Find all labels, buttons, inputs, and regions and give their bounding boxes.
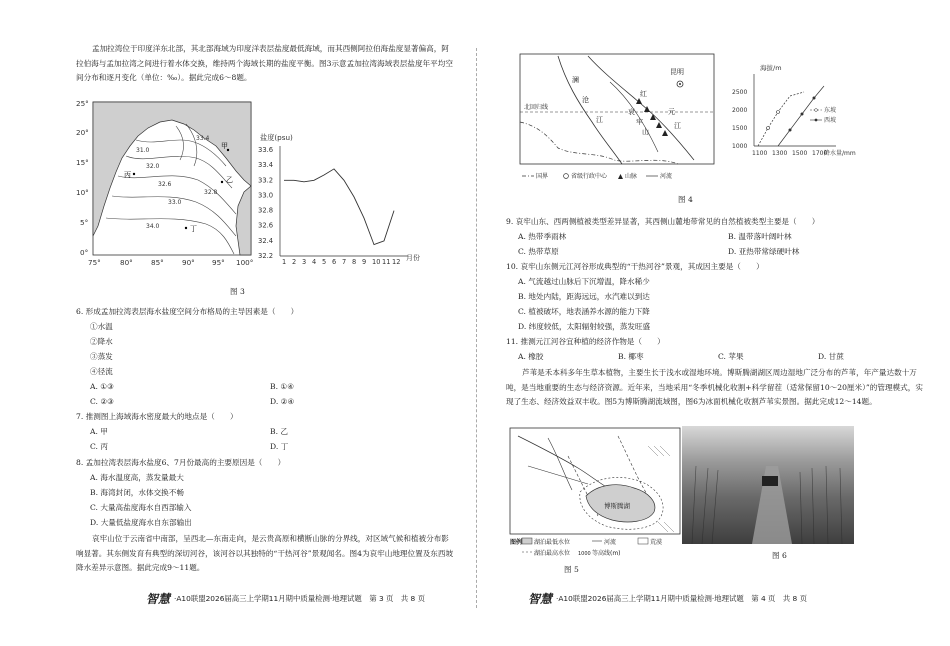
svg-text:昆明: 昆明 [670, 68, 684, 76]
lat-label: 5° [80, 218, 89, 227]
chart4-xticks [752, 150, 827, 157]
lat-label: 25° [76, 99, 89, 108]
west-slope-line [778, 86, 824, 146]
chart4-yticks [732, 89, 747, 150]
q6-item: ④径流 [90, 367, 113, 376]
q8-option-d[interactable]: D. 大量低盐度海水自东部输出 [90, 518, 192, 527]
svg-text:西坡: 西坡 [824, 117, 837, 124]
footer-text: ·A10联盟2026届高三上学期11月期中质量检测·地理试题 第 4 页 共 8 页 [556, 594, 807, 603]
chart-xlabel: 月份 [406, 254, 420, 262]
y-tick-label: 32.8 [258, 206, 274, 215]
lake-label: 博斯腾湖 [604, 502, 630, 510]
x-tick-label: 6 [332, 258, 337, 266]
q11-option-b[interactable]: B. 椰枣 [618, 352, 644, 361]
x-tick-label: 9 [362, 258, 367, 266]
svg-text:等高线(m): 等高线(m) [592, 550, 621, 557]
question-9: 9. 哀牢山东、西两侧植被类型差异显著，其西侧山麓地带常见的自然植被类型主要是（ ） [506, 217, 820, 226]
svg-text:牢: 牢 [636, 118, 643, 126]
svg-text:河流: 河流 [660, 173, 673, 180]
svg-text:33.0: 33.0 [168, 199, 182, 206]
ailao-map [518, 52, 718, 184]
figure-5-caption: 图 5 [564, 565, 579, 574]
y-tick-label: 33.4 [258, 161, 274, 170]
figure-6-caption: 图 6 [772, 551, 787, 560]
chart-yticks [258, 146, 273, 260]
q8-option-a[interactable]: A. 海水温度高，蒸发量最大 [90, 473, 184, 482]
x-tick-label: 11 [382, 258, 391, 266]
y-tick-label: 32.2 [258, 252, 274, 260]
chart-xticks [282, 258, 400, 266]
x-tick-label: 3 [302, 258, 307, 266]
bosten-lake-map [508, 426, 684, 558]
figure-4-caption: 图 4 [678, 195, 693, 204]
salinity-map [76, 96, 256, 268]
svg-text:2000: 2000 [732, 107, 748, 114]
svg-text:31.0: 31.0 [136, 147, 150, 154]
svg-text:34.0: 34.0 [146, 223, 160, 230]
svg-text:红: 红 [640, 90, 647, 98]
svg-text:东坡: 东坡 [824, 107, 837, 114]
intro-passage: 孟加拉湾位于印度洋东北部，其北部海域为印度洋表层盐度最低海域，而其西侧阿拉伯海盐度显著偏高，阿拉伯海与孟加拉湾之间进行着水体交换，维持两个海域长期的盐度平衡。图3示意孟加拉湾海域表层盐度年平均空间分布和逐月变化（单位：‰）。据此完成6～8题。 [76, 44, 453, 83]
map-lat-labels [76, 99, 89, 257]
svg-text:1100: 1100 [752, 150, 768, 157]
q9-option-c[interactable]: C. 热带草原 [518, 247, 559, 256]
map-lon-labels [88, 258, 253, 267]
q6-item: ③蒸发 [90, 352, 113, 361]
question-11: 11. 推测元江河谷宜种植的经济作物是（ ） [506, 337, 665, 346]
svg-text:哀: 哀 [628, 108, 635, 116]
page-3-footer [146, 590, 425, 607]
reed-harvest-photo [682, 426, 854, 544]
page-4 [478, 0, 950, 646]
question-10: 10. 哀牢山东侧元江河谷形成典型的“干热河谷”景观，其成因主要是（ ） [506, 262, 764, 271]
east-slope-line [758, 92, 804, 146]
svg-text:元: 元 [668, 108, 675, 116]
chart4-ylabel: 海拔/m [760, 64, 782, 72]
svg-text:山脉: 山脉 [625, 173, 638, 180]
svg-text:32.6: 32.6 [158, 181, 172, 188]
y-tick-label: 33.2 [258, 176, 274, 185]
q9-option-a[interactable]: A. 热带季雨林 [518, 232, 567, 241]
svg-text:1700: 1700 [812, 150, 828, 157]
question-7: 7. 推测图上海域海水密度最大的地点是（ ） [76, 412, 238, 421]
x-tick-label: 1 [282, 258, 287, 266]
lat-label: 0° [80, 248, 89, 257]
svg-text:北回归线: 北回归线 [524, 104, 549, 111]
lon-label: 95° [212, 258, 225, 267]
svg-text:荒漠: 荒漠 [650, 539, 663, 546]
question-6: 6. 形成孟加拉湾表层海水盐度空间分布格局的主导因素是（ ） [76, 307, 299, 316]
svg-text:1500: 1500 [732, 125, 748, 132]
passage-ailao: 哀牢山位于云南省中南部，呈西北—东南走向，是云贵高原和横断山脉的分界线，对区域气候和植被分布影响显著。其东侧发育有典型的深切河谷，该河谷以其独特的“干热河谷”景观闻名。图4为哀牢山地理位置及东西坡降水差异示意图。据此完成9～11题。 [76, 534, 454, 573]
x-tick-label: 5 [322, 258, 327, 266]
footer-text: ·A10联盟2026届高三上学期11月期中质量检测·地理试题 第 3 页 共 8 页 [174, 594, 425, 603]
svg-text:山: 山 [642, 128, 649, 136]
svg-text:33.4: 33.4 [196, 135, 210, 142]
lon-label: 90° [182, 258, 195, 267]
map4-legend [522, 172, 672, 180]
lon-label: 100° [236, 258, 254, 267]
y-tick-label: 32.4 [258, 236, 274, 245]
svg-text:澜: 澜 [572, 76, 579, 84]
salinity-line-chart [258, 132, 428, 266]
q6-option-b[interactable]: B. ①④ [270, 382, 295, 391]
q10-option-a[interactable]: A. 气流越过山脉后下沉增温，降水稀少 [518, 277, 650, 286]
svg-text:江: 江 [596, 116, 603, 124]
salinity-series-line [284, 169, 394, 245]
x-tick-label: 4 [312, 258, 317, 266]
passage-bosten: 芦苇是禾本科多年生草本植物，主要生长于浅水或湿地环境。博斯腾湖湖区周边湿地广泛分布的芦苇，年产量达数十万吨，是当地重要的生态与经济资源。近年来，当地采用“冬季机械化收割+科学留茬（适常保留10～20厘米）”的管理模式，实现了生态、经济效益双丰收。图5为博斯腾湖流域图，图6为冰面机械化收割芦苇实景图。据此完成12～14题。 [506, 368, 923, 407]
q10-option-c[interactable]: C. 植被破坏，地表涵养水源的能力下降 [518, 307, 650, 316]
q11-option-c[interactable]: C. 苹果 [718, 352, 744, 361]
svg-text:1300: 1300 [772, 150, 788, 157]
lat-label: 10° [76, 188, 89, 197]
q9-option-d[interactable]: D. 亚热带常绿硬叶林 [728, 247, 800, 256]
lon-label: 85° [151, 258, 164, 267]
q11-option-d[interactable]: D. 甘蔗 [818, 352, 844, 361]
svg-text:1000: 1000 [578, 551, 591, 557]
svg-text:江: 江 [674, 122, 681, 130]
x-tick-label: 12 [392, 258, 401, 266]
q9-option-b[interactable]: B. 温带落叶阔叶林 [728, 232, 792, 241]
chart4-legend [810, 106, 836, 124]
lat-label: 20° [76, 128, 89, 137]
page-4-footer [528, 590, 807, 607]
lat-label: 15° [76, 158, 89, 167]
chart4-xlabel: 降水量/mm [824, 150, 856, 157]
x-tick-label: 2 [292, 258, 297, 266]
svg-text:2500: 2500 [732, 89, 748, 96]
svg-text:1000: 1000 [732, 143, 748, 150]
y-tick-label: 33.0 [258, 191, 274, 200]
q7-option-d[interactable]: D. 丁 [270, 442, 289, 451]
q6-option-c[interactable]: C. ②③ [90, 397, 114, 406]
svg-text:省级行政中心: 省级行政中心 [571, 173, 608, 180]
x-tick-label: 8 [352, 258, 357, 266]
q10-option-d[interactable]: D. 纬度较低，太阳辐射较强，蒸发旺盛 [518, 322, 651, 331]
q7-option-b[interactable]: B. 乙 [270, 427, 289, 436]
svg-text:河流: 河流 [604, 539, 617, 546]
q7-option-a[interactable]: A. 甲 [90, 427, 108, 436]
question-8: 8. 孟加拉湾表层海水盐度6、7月份最高的主要原因是（ ） [76, 458, 286, 467]
brand-logo: 智慧 [146, 592, 171, 606]
chart-ylabel: 盐度(psu) [260, 133, 293, 142]
map5-legend [510, 538, 662, 557]
svg-text:32.8: 32.8 [204, 189, 218, 196]
q6-item: ①水温 [90, 322, 113, 331]
altitude-precip-chart [728, 62, 856, 162]
svg-text:国界: 国界 [536, 173, 549, 180]
svg-text:沧: 沧 [582, 96, 589, 104]
page-divider [476, 48, 477, 608]
place-label: 丙 [124, 171, 131, 179]
q8-option-c[interactable]: C. 大量高盐度海水自西部输入 [90, 503, 192, 512]
q11-option-a[interactable]: A. 橡胶 [518, 352, 544, 361]
y-tick-label: 32.6 [258, 221, 274, 230]
y-tick-label: 33.6 [258, 146, 274, 154]
svg-text:湖泊最低水位: 湖泊最低水位 [534, 539, 571, 546]
figure-3-caption: 图 3 [230, 287, 245, 296]
place-label: 丁 [190, 225, 197, 233]
q10-option-b[interactable]: B. 地处内陆，距海远远，水汽难以到达 [518, 292, 650, 301]
x-tick-label: 7 [342, 258, 347, 266]
lon-label: 80° [120, 258, 133, 267]
place-label: 乙 [226, 176, 233, 184]
lon-label: 75° [88, 258, 101, 267]
place-label: 甲 [221, 142, 228, 150]
svg-text:湖泊最高水位: 湖泊最高水位 [534, 550, 571, 557]
svg-text:1500: 1500 [792, 150, 808, 157]
brand-logo: 智慧 [528, 592, 553, 606]
q6-option-a[interactable]: A. ①③ [90, 382, 114, 391]
svg-text:32.0: 32.0 [146, 163, 160, 170]
q6-option-d[interactable]: D. ②④ [270, 397, 295, 406]
q8-option-b[interactable]: B. 海湾封闭，水体交换不畅 [90, 488, 184, 497]
x-tick-label: 10 [372, 258, 381, 266]
svg-text:图例: 图例 [510, 539, 523, 546]
q7-option-c[interactable]: C. 丙 [90, 442, 108, 451]
q6-item: ②降水 [90, 337, 113, 346]
